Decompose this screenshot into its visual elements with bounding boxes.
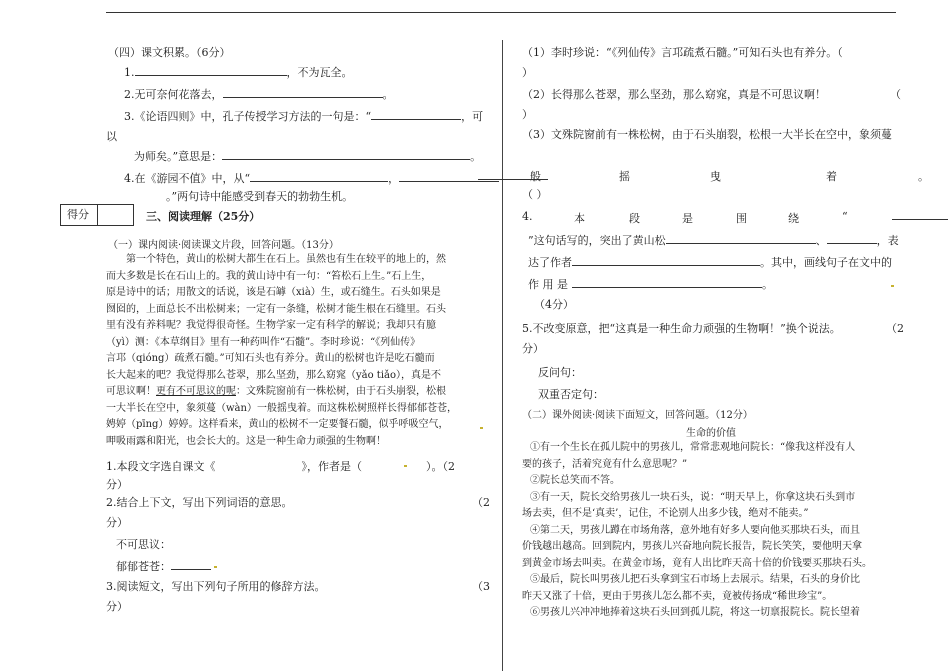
passage-line: 娉婷（pīng）婷婷。这样看来，黄山的松树不一定要餐石髓，似乎呼吸空气， <box>106 419 449 430</box>
rq4-line2: ”这句话写的，突出了黄山松 、 ，表 <box>528 234 899 247</box>
rq5-cont: 分） <box>522 342 544 355</box>
r1-q2: 2.结合上下文，写出下列词语的意思。 <box>106 496 293 509</box>
passage-line: 原是诗中的话；用散文的话说，该是石罅（xià）生，或石缝生。石头如果是 <box>106 287 441 298</box>
story-line: 价钱越出越高。回到院内，男孩儿兴奋地向院长报告，院长笑笑，要他明天拿 <box>522 541 862 552</box>
blank[interactable] <box>171 558 211 570</box>
rq4-line3: 达了作者 。其中，画线句子在文中的 <box>528 256 892 269</box>
sec4-q3-cont: 以 <box>106 130 117 143</box>
rq5-rhetorical: 反问句： <box>538 366 582 379</box>
rq5-double-neg: 双重否定句： <box>538 388 604 401</box>
blank[interactable] <box>250 170 388 182</box>
story-line: ①有一个生长在孤儿院中的男孩儿，常常悲观地问院长：“像我这样没有人 <box>530 442 856 453</box>
story-line: ⑤最后，院长叫男孩儿把石头拿到宝石市场上去展示。结果，石头的身价比 <box>530 574 860 585</box>
r1-q3-cont: 分） <box>106 600 128 613</box>
section3-title: 三、阅读理解（25分） <box>146 210 261 223</box>
rq3-w1: 般 <box>530 170 541 183</box>
mark-dot <box>891 285 894 287</box>
rq5-score: （2 <box>886 322 904 335</box>
rq2: （2）长得那么苍翠，那么坚劲，那么窈窕，真是不可思议啊！ <box>522 88 826 101</box>
blank[interactable] <box>572 254 760 266</box>
rq2-cont: ） <box>522 108 533 121</box>
story-line: ②院长总笑而不答。 <box>530 475 620 486</box>
r1-q2-cont: 分） <box>106 516 128 529</box>
blank[interactable] <box>892 219 948 220</box>
story-line: ④第二天，男孩儿蹲在市场角落，意外地有好多人要向他买那块石头，而且 <box>530 524 860 536</box>
underlined-sentence: 更有不可思议的呢 <box>156 386 236 397</box>
blank[interactable] <box>223 86 383 98</box>
blank[interactable] <box>222 148 470 160</box>
passage-line: 而大多数是长在石山上的。我的黄山诗中有一句：“笞松石上生。”石上生， <box>106 270 432 282</box>
column-divider <box>502 40 503 671</box>
r1-q1: 1.本段文字选自课文《 》，作者是（ ）。（2 <box>106 460 455 473</box>
rq4-w0: 4. <box>522 210 533 223</box>
story-line: 昨天又涨了十倍，更由于男孩儿怎么都不卖，竟被传扬成“稀世珍宝”。 <box>522 590 833 602</box>
mark-dot <box>480 427 483 429</box>
rq4-w1: 本 <box>574 212 585 225</box>
blank[interactable] <box>827 232 877 244</box>
rq3-w3: 曳 <box>710 170 721 183</box>
reading2-header: （二）课外阅读·阅读下面短文，回答问题。（12分） <box>522 410 753 421</box>
r1-q1-cont: 分） <box>106 478 128 491</box>
rq5: 5.不改变原意，把“这真是一种生命力顽强的生物啊！”换个说法。 <box>522 322 841 335</box>
r1-q3: 3.阅读短文，写出下列句子所用的修辞方法。 <box>106 580 326 593</box>
r1-q3-score: （3 <box>472 580 490 593</box>
mark-dot <box>404 465 407 467</box>
story-line: 到黄金市场去叫卖。在黄金市场，竟有人出比昨天高十倍的价钱要买那块石头。 <box>522 557 872 569</box>
passage-line: 可思议啊！更有不可思议的呢：文殊院窗前有一株松树，由于石头崩裂，松根 <box>106 386 446 397</box>
passage-line: 长大起来的吧？我觉得那么苍翠，那么坚劲，那么窈窕（yǎo tiǎo），真是不 <box>106 369 442 381</box>
passage-line: 呷吸雨露和阳光，也会长大的。这是一种生命力顽强的生物啊！ <box>106 435 386 447</box>
story-passage <box>522 440 872 622</box>
r1-q2-score: （2 <box>472 496 490 509</box>
story-title: 生命的价值 <box>686 428 736 439</box>
rq3-w4: 着 <box>826 170 837 183</box>
rq4-w5: 绕 <box>788 212 799 225</box>
rq4-line4: 作 用 是 。 <box>528 278 773 291</box>
story-line: ⑥男孩儿兴冲冲地捧着这块石头回到孤儿院，将这一切禀报院长。院长望着 <box>530 607 860 618</box>
blank[interactable] <box>371 108 461 120</box>
rq4-score: （4分） <box>534 298 574 311</box>
score-label: 得分 <box>67 208 89 221</box>
sec4-q3: 3.《论语四则》中，孔子传授学习方法的一句是：“ ，可 <box>124 110 484 123</box>
sec4-q3-meaning: 为师矣。”意思是： 。 <box>134 150 482 163</box>
rq3: （3）文殊院窗前有一株松树，由于石头崩裂，松根一大半长在空中，象须蔓 <box>522 128 892 141</box>
blank[interactable] <box>135 64 287 76</box>
sec4-q2: 2.无可奈何花落去， 。 <box>124 88 394 101</box>
r1-q2-word1: 不可思议： <box>116 538 171 551</box>
blank[interactable] <box>572 276 762 288</box>
top-rule <box>106 12 896 13</box>
story-line: 要的孩子，活着究竟有什么意思呢？” <box>522 458 688 470</box>
rq3-paren: （ ） <box>522 188 548 201</box>
score-box <box>60 204 134 226</box>
blank[interactable] <box>666 232 816 244</box>
rq3-w2: 摇 <box>619 170 630 183</box>
rq4-w4: 围 <box>736 212 747 225</box>
rq1-cont: ） <box>522 66 533 79</box>
reading1-header: （一）课内阅读·阅读课文片段，回答问题。（13分） <box>108 240 339 251</box>
rq1: （1）李时珍说：“《列仙传》言邛疏煮石髓。”可知石头也有养分。（ <box>522 46 843 59</box>
r1-q2-word2: 郁郁苍苍： <box>116 558 211 574</box>
mark-dot <box>214 566 217 568</box>
rq4-w3: 是 <box>682 212 693 225</box>
sec4-q4: 4.在《游园不值》中，从“ ， <box>124 170 499 186</box>
rq2-paren: （ <box>890 88 901 101</box>
passage-line: 里有没有养料呢？我觉得很奇怪。生物学家一定有科学的解说；我却只有臆 <box>106 320 436 331</box>
story-line: 场去卖，但不是‘真卖’，记住，不论别人出多少钱，绝对不能卖。” <box>522 508 809 519</box>
sec4-q1: 1. ，不为瓦全。 <box>124 66 353 79</box>
passage-line: 一大半长在空中，象须蔓（wàn）一般摇曳着。而这株松树照样长得郁郁苍苍， <box>106 402 457 414</box>
passage-line: 囫囵的，上面总长不出松树来；一定有一条缝，松树才能生根在石缝里。石头 <box>106 303 446 315</box>
blank[interactable] <box>399 170 499 182</box>
passage-line: （yì）测：《本草纲目》里有一种药叫作“石髓”。李时珍说：“《列仙传》 <box>106 336 421 348</box>
passage-line: 第一个特色，黄山的松树大都生在石上。虽然也有生在较平的地上的，然 <box>126 254 446 265</box>
rq4-w2: 段 <box>629 212 640 225</box>
story-line: ③有一天，院长交给男孩儿一块石头，说：“明天早上，你拿这块石头到市 <box>530 491 856 503</box>
reading1-passage <box>106 252 457 450</box>
rq3-w5: 。 <box>918 170 929 183</box>
sec4-title: （四）课文积累。（6分） <box>108 46 231 59</box>
rq4-w6: “ <box>842 210 848 223</box>
sec4-q4-cont: 。”两句诗中能感受到春天的勃勃生机。 <box>166 190 354 203</box>
passage-line: 言邛（qióng）疏煮石髓。”可知石头也有养分。黄山的松树也许是吃石髓而 <box>106 353 435 364</box>
